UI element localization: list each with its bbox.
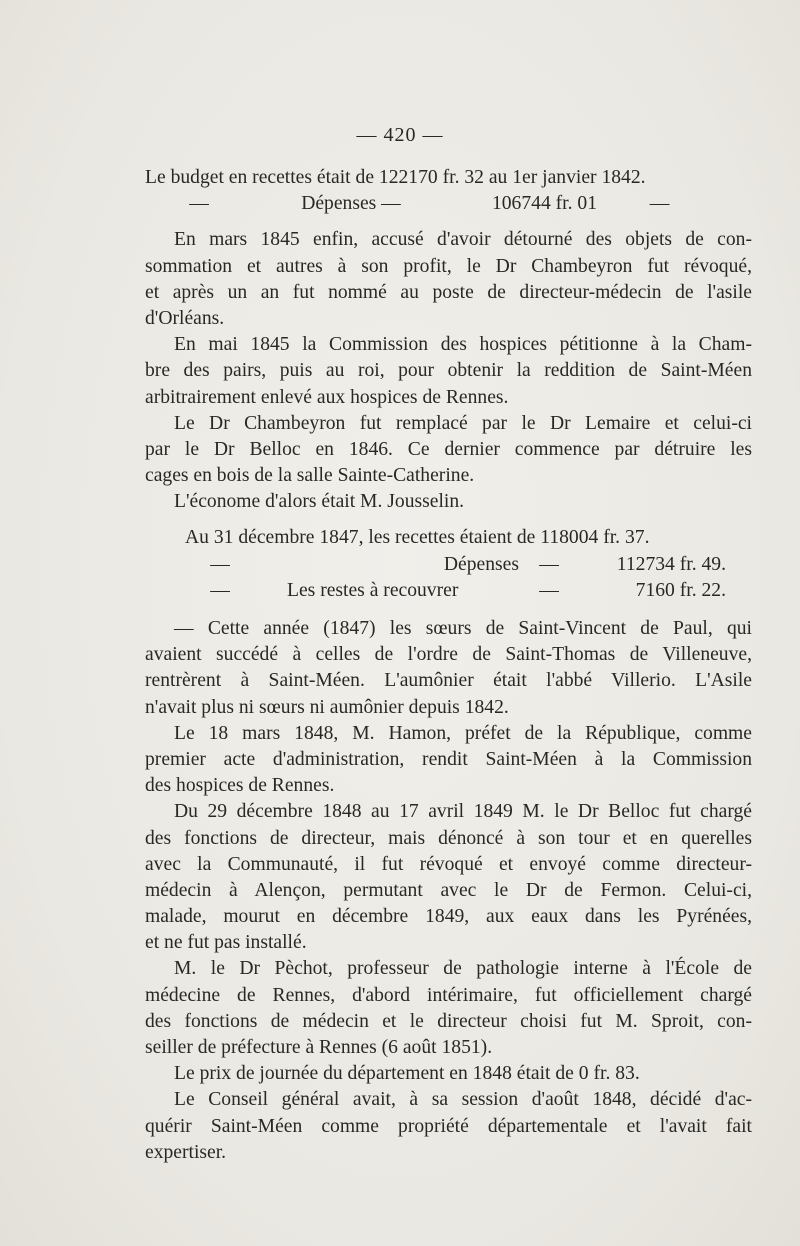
paragraph-line: bre des pairs, puis au roi, pour obtenir la reddition de Saint-Méen [145,360,752,382]
paragraph-line: sommation et autres à son profit, le Dr Chambeyron fut révoqué, [145,255,752,277]
budget-expenses-row [145,191,752,217]
paragraph-line: quérir Saint-Méen comme propriété départementale et l'avait fait [145,1115,752,1137]
paragraph-line: des hospices de Rennes. [145,775,335,797]
paragraph-line: par le Dr Belloc en 1846. Ce dernier commence par détruire les [145,438,752,460]
paragraph-line: des fonctions de médecin et le directeur choisi fut M. Sproit, con- [145,1010,752,1032]
accounts-dash: — [210,579,230,601]
paragraph-line: M. le Dr Pèchot, professeur de pathologie interne à l'École de [174,958,752,980]
paragraph-line: d'Orléans. [145,307,225,329]
paragraph-line: rentrèrent à Saint-Méen. L'aumônier était l'abbé Villerio. L'Asile [145,670,752,692]
accounts-dash: — [539,553,559,575]
accounts-expenses-row [145,552,752,578]
accounts-dash: — [210,553,230,575]
accounts-dash: — [539,579,559,601]
paragraph-line: Du 29 décembre 1848 au 17 avril 1849 M. le Dr Belloc fut chargé [174,801,752,823]
paragraph-line: En mars 1845 enfin, accusé d'avoir détourné des objets de con- [174,229,752,251]
paragraph-line: Le Dr Chambeyron fut remplacé par le Dr Lemaire et celui-ci [174,412,752,434]
expenses-dash-left: — [189,193,209,215]
paragraph-line: avec la Communauté, il fut révoqué et envoyé comme directeur- [145,853,752,875]
paragraph-line: cages en bois de la salle Sainte-Catherine. [145,465,475,487]
accounts-remaining-amount: 7160 fr. 22. [635,579,726,601]
body-text [145,165,752,1166]
paragraph-line: et après un an fut nommé au poste de directeur-médecin de l'asile [145,281,752,303]
paragraph-line: n'avait plus ni sœurs ni aumônier depuis 1842. [145,696,509,718]
paragraph-line: Le 18 mars 1848, M. Hamon, préfet de la République, comme [174,722,752,744]
expenses-amount: 106744 fr. 01 [491,193,597,215]
paragraph-line: expertiser. [145,1141,227,1163]
paragraph-line: Le prix de journée du département en 1848 était de 0 fr. 83. [174,1063,640,1085]
page-number: — 420 — [356,124,444,146]
expenses-dash-right: — [649,193,670,215]
paragraph-line: médecin à Alençon, permutant avec le Dr de Fermon. Celui-ci, [145,879,752,901]
paragraph-line: arbitrairement enlevé aux hospices de Rennes. [145,386,509,408]
paragraph-line: et ne fut pas installé. [145,932,307,954]
paragraph-line: — Cette année (1847) les sœurs de Saint-Vincent de Paul, qui [174,618,752,639]
paragraph-line: malade, mourut en décembre 1849, aux eaux dans les Pyrénées, [145,906,752,928]
paragraph-line: En mai 1845 la Commission des hospices pétitionne à la Cham- [174,334,752,356]
budget-receipts-line: Le budget en recettes était de 122170 fr. 32 au 1er janvier 1842. [145,167,646,188]
paragraph-line: premier acte d'administration, rendit Saint-Méen à la Commission [145,748,752,770]
accounts-expenses-amount: 112734 fr. 49. [616,553,726,575]
accounts-remaining-row [145,578,752,604]
accounts-receipts-line: Au 31 décembre 1847, les recettes étaient de 118004 fr. 37. [185,527,650,549]
accounts-expenses-label: Dépenses [443,553,519,575]
paragraph-line: L'économe d'alors était M. Jousselin. [174,491,465,513]
accounts-remaining-label: Les restes à recouvrer [287,579,459,601]
paragraph-line: seiller de préfecture à Rennes (6 août 1851). [145,1037,493,1058]
paragraph-line: avaient succédé à celles de l'ordre de Saint-Thomas de Villeneuve, [145,644,752,666]
paragraph-line: médecine de Rennes, d'abord intérimaire, fut officiellement chargé [145,984,752,1006]
paragraph-line: des fonctions de directeur, mais dénoncé à son tour et en querelles [145,827,752,849]
expenses-label: Dépenses — [301,193,401,215]
paragraph-line: Le Conseil général avait, à sa session d'août 1848, décidé d'ac- [174,1089,752,1111]
